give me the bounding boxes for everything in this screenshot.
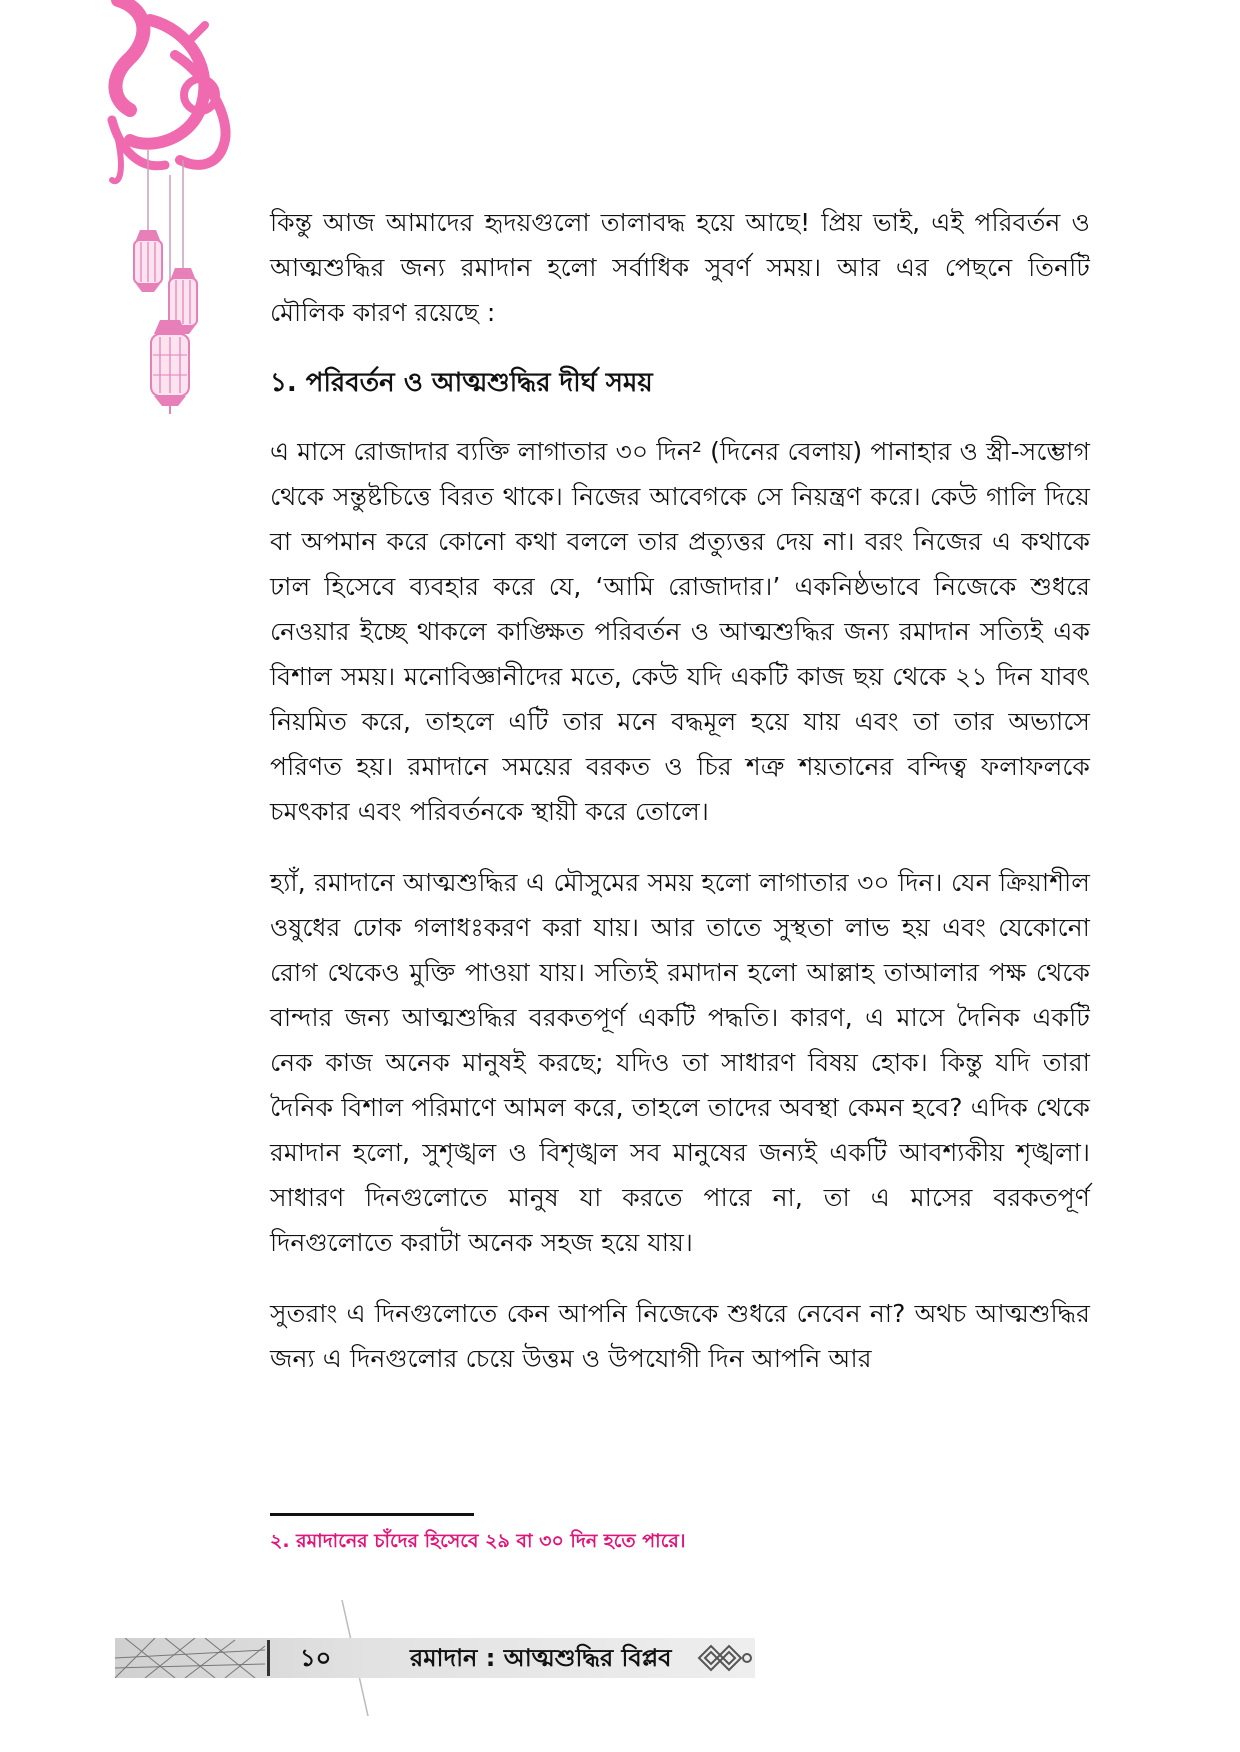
running-title: রমাদান : আত্মশুদ্ধির বিপ্লব — [410, 1644, 672, 1672]
page-footer — [115, 1638, 755, 1678]
body-paragraph-3: সুতরাং এ দিনগুলোতে কেন আপনি নিজেকে শুধরে নেবেন না? অথচ আত্মশুদ্ধির জন্য এ দিনগুলোর চেয়ে উত্তম ও উপযোগী দিন আপনি আর — [270, 1299, 1090, 1373]
page-number: ১০ — [300, 1644, 332, 1672]
footer-hatch-pattern — [115, 1638, 265, 1678]
body-paragraph-1: এ মাসে রোজাদার ব্যক্তি লাগাতার ৩০ দিন² (দিনের বেলায়) পানাহার ও স্ত্রী-সম্ভোগ থেকে সন্তুষ্টচিত্তে বিরত থাকে। নিজের আবেগকে সে নিয়ন্ত্রণ করে। কেউ গালি দিয়ে বা অপমান করে কোনো কথা বললে তার প্রত্যুত্তর দেয় না। বরং নিজের এ কথাকে ঢাল হিসেবে ব্যবহার করে যে, ‘আমি রোজাদার।’ একনিষ্ঠভাবে নিজেকে শুধরে নেওয়ার ইচ্ছে থাকলে কাঙ্ক্ষিত পরিবর্তন ও আত্মশুদ্ধির জন্য রমাদান সত্যিই এক বিশাল সময়। মনোবিজ্ঞানীদের মতে, কেউ যদি একটি কাজ ছয় থেকে ২১ দিন যাবৎ নিয়মিত করে, তাহলে এটি তার মনে বদ্ধমূল হয়ে যায় এবং তা তার অভ্যাসে পরিণত হয়। রমাদানে সময়ের বরকত ও চির শত্রু শয়তানের বন্দিত্ব ফলাফলকে চমৎকার এবং পরিবর্তনকে স্থায়ী করে তোলে। — [270, 437, 1090, 826]
section-heading: ১. পরিবর্তন ও আত্মশুদ্ধির দীর্ঘ সময় — [270, 368, 653, 398]
intro-paragraph: কিন্তু আজ আমাদের হৃদয়গুলো তালাবদ্ধ হয়ে আছে! প্রিয় ভাই, এই পরিবর্তন ও আত্মশুদ্ধির জন্য রমাদান হলো সর্বাধিক সুবর্ণ সময়। আর এর পেছনে তিনটি মৌলিক কারণ রয়েছে : — [270, 208, 1090, 327]
calligraphy-lantern-ornament-icon — [0, 0, 260, 440]
main-text — [270, 200, 1090, 1407]
footer-divider — [267, 1640, 270, 1676]
footnote-divider — [270, 1513, 474, 1516]
footnote: ২. রমাদানের চাঁদের হিসেবে ২৯ বা ৩০ দিন হতে পারে। — [270, 1530, 686, 1552]
geometric-knot-icon — [695, 1642, 755, 1674]
body-paragraph-2: হ্যাঁ, রমাদানে আত্মশুদ্ধির এ মৌসুমের সময় হলো লাগাতার ৩০ দিন। যেন ক্রিয়াশীল ওষুধের ঢোক গলাধঃকরণ করা যায়। আর তাতে সুস্থতা লাভ হয় এবং যেকোনো রোগ থেকেও মুক্তি পাওয়া যায়। সত্যিই রমাদান হলো আল্লাহ তাআলার পক্ষ থেকে বান্দার জন্য আত্মশুদ্ধির বরকতপূর্ণ একটি পদ্ধতি। কারণ, এ মাসে দৈনিক একটি নেক কাজ অনেক মানুষই করছে; যদিও তা সাধারণ বিষয় হোক। কিন্তু যদি তারা দৈনিক বিশাল পরিমাণে আমল করে, তাহলে তাদের অবস্থা কেমন হবে? এদিক থেকে রমাদান হলো, সুশৃঙ্খল ও বিশৃঙ্খল সব মানুষের জন্যই একটি আবশ্যকীয় শৃঙ্খলা। সাধারণ দিনগুলোতে মানুষ যা করতে পারে না, তা এ মাসের বরকতপূর্ণ দিনগুলোতে করাটা অনেক সহজ হয়ে যায়। — [270, 868, 1090, 1257]
